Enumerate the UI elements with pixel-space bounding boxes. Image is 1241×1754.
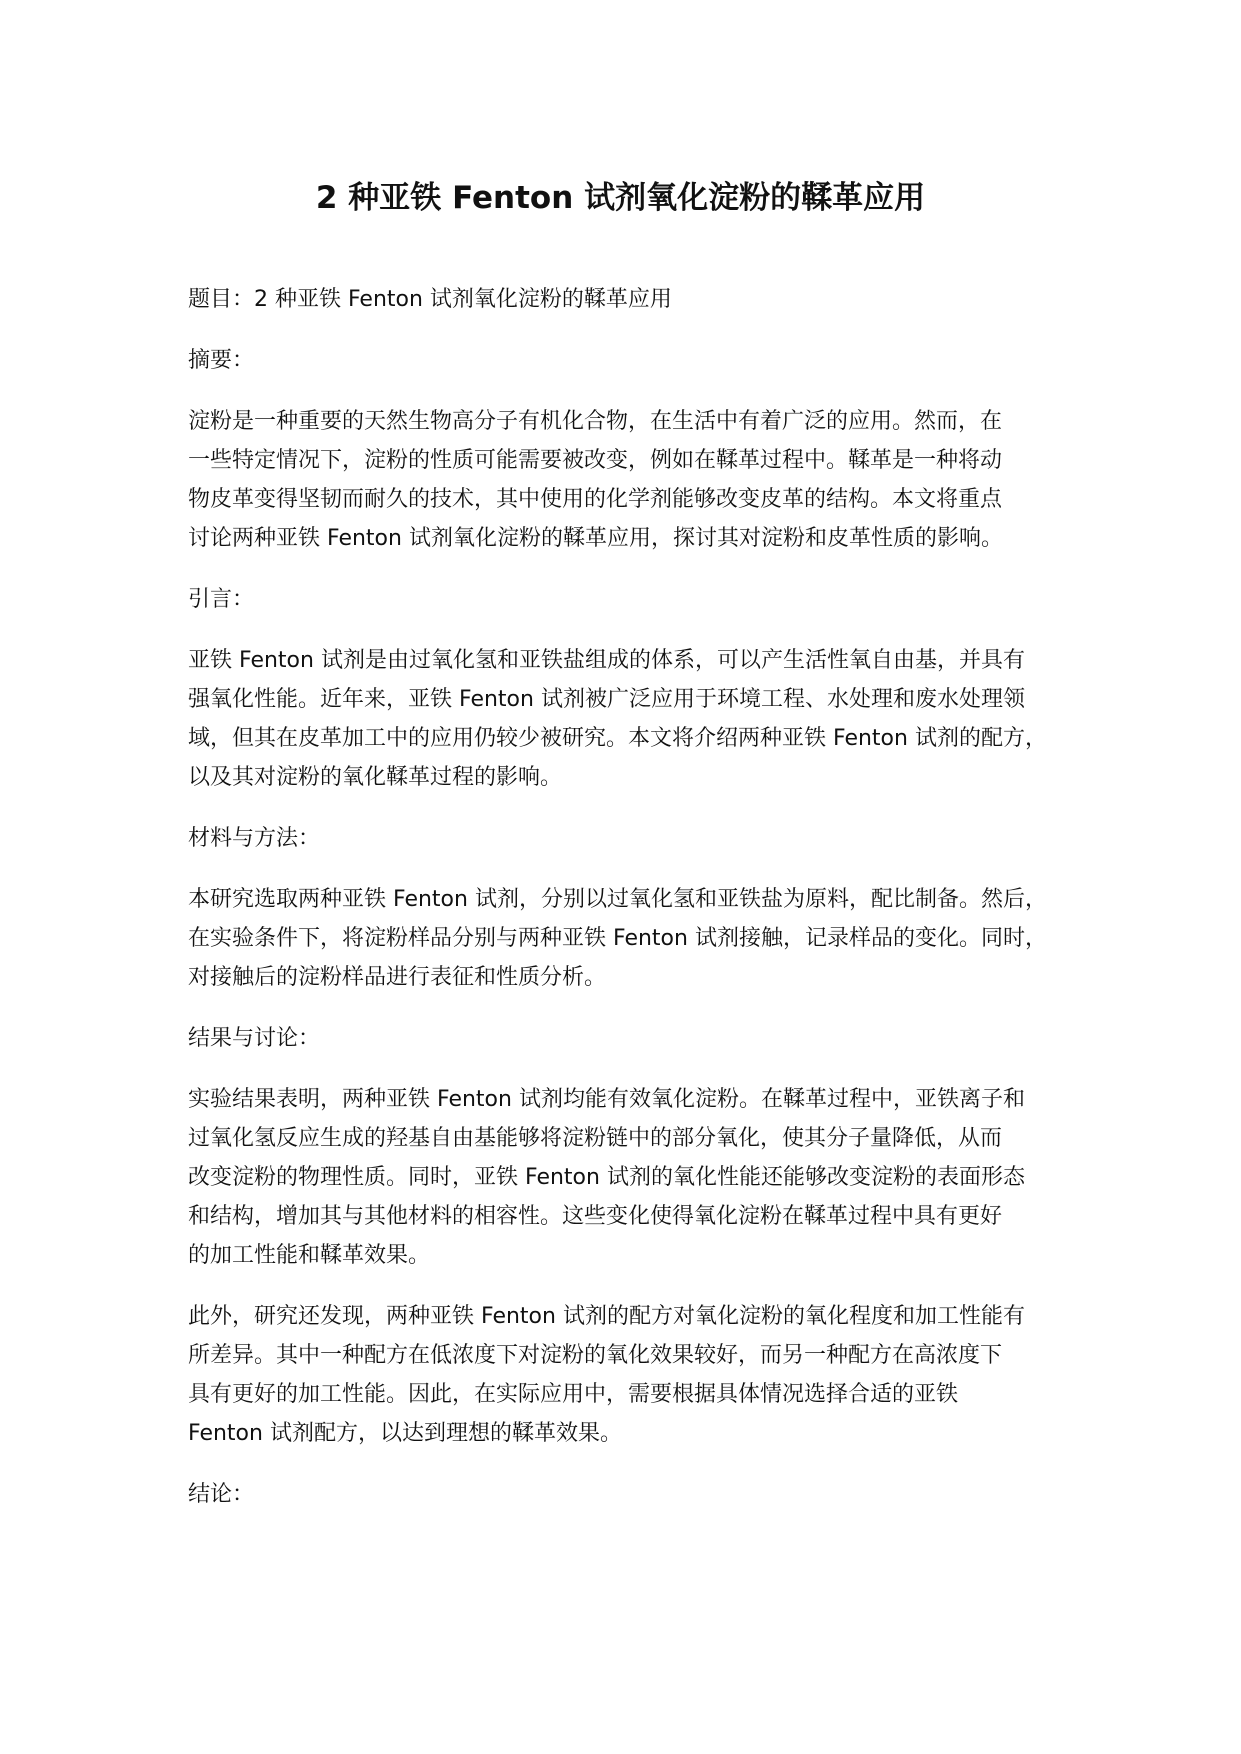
- methods-line: 本研究选取两种亚铁 Fenton 试剂，分别以过氧化氢和亚铁盐为原料，配比制备。然后，: [188, 887, 1047, 912]
- document-title: 2 种亚铁 Fenton 试剂氧化淀粉的鞣革应用: [315, 180, 926, 216]
- conclusion-heading: 结论：: [188, 1482, 255, 1507]
- results-line: 具有更好的加工性能。因此，在实际应用中，需要根据具体情况选择合适的亚铁: [188, 1382, 959, 1407]
- results-line: 实验结果表明，两种亚铁 Fenton 试剂均能有效氧化淀粉。在鞣革过程中，亚铁离子和: [188, 1087, 1025, 1112]
- intro-line: 以及其对淀粉的氧化鞣革过程的影响。: [188, 765, 563, 790]
- subject-line: 题目：2 种亚铁 Fenton 试剂氧化淀粉的鞣革应用: [188, 287, 672, 312]
- results-line: 改变淀粉的物理性质。同时，亚铁 Fenton 试剂的氧化性能还能够改变淀粉的表面形态: [188, 1165, 1025, 1190]
- results-line: 此外，研究还发现，两种亚铁 Fenton 试剂的配方对氧化淀粉的氧化程度和加工性能有: [188, 1304, 1025, 1329]
- results-line: 和结构，增加其与其他材料的相容性。这些变化使得氧化淀粉在鞣革过程中具有更好: [188, 1204, 1003, 1229]
- intro-line: 亚铁 Fenton 试剂是由过氧化氢和亚铁盐组成的体系，可以产生活性氧自由基，并具有: [188, 648, 1025, 673]
- intro-paragraph: [188, 641, 1083, 797]
- abstract-heading: 摘要：: [188, 348, 255, 373]
- methods-paragraph: [188, 880, 1083, 997]
- abstract-line: 讨论两种亚铁 Fenton 试剂氧化淀粉的鞣革应用，探讨其对淀粉和皮革性质的影响。: [188, 526, 1003, 551]
- results-line: Fenton 试剂配方，以达到理想的鞣革效果。: [188, 1421, 622, 1446]
- results-paragraph: [188, 1080, 1083, 1275]
- methods-heading: 材料与方法：: [188, 826, 321, 851]
- abstract-line: 淀粉是一种重要的天然生物高分子有机化合物，在生活中有着广泛的应用。然而，在: [188, 409, 1003, 434]
- intro-line: 强氧化性能。近年来，亚铁 Fenton 试剂被广泛应用于环境工程、水处理和废水处理领: [188, 687, 1025, 712]
- methods-line: 在实验条件下，将淀粉样品分别与两种亚铁 Fenton 试剂接触，记录样品的变化。同时，: [188, 926, 1047, 951]
- results-line: 所差异。其中一种配方在低浓度下对淀粉的氧化效果较好，而另一种配方在高浓度下: [188, 1343, 1003, 1368]
- abstract-line: 物皮革变得坚韧而耐久的技术，其中使用的化学剂能够改变皮革的结构。本文将重点: [188, 487, 1003, 512]
- methods-line: 对接触后的淀粉样品进行表征和性质分析。: [188, 965, 607, 990]
- results-line: 的加工性能和鞣革效果。: [188, 1243, 431, 1268]
- results-paragraph-2: [188, 1297, 1083, 1453]
- abstract-paragraph: [188, 402, 1083, 558]
- document-body: [188, 280, 1083, 1536]
- intro-line: 域，但其在皮革加工中的应用仍较少被研究。本文将介绍两种亚铁 Fenton 试剂的配方，: [188, 726, 1047, 751]
- results-line: 过氧化氢反应生成的羟基自由基能够将淀粉链中的部分氧化，使其分子量降低，从而: [188, 1126, 1003, 1151]
- intro-heading: 引言：: [188, 587, 255, 612]
- results-heading: 结果与讨论：: [188, 1026, 321, 1051]
- abstract-line: 一些特定情况下，淀粉的性质可能需要被改变，例如在鞣革过程中。鞣革是一种将动: [188, 448, 1003, 473]
